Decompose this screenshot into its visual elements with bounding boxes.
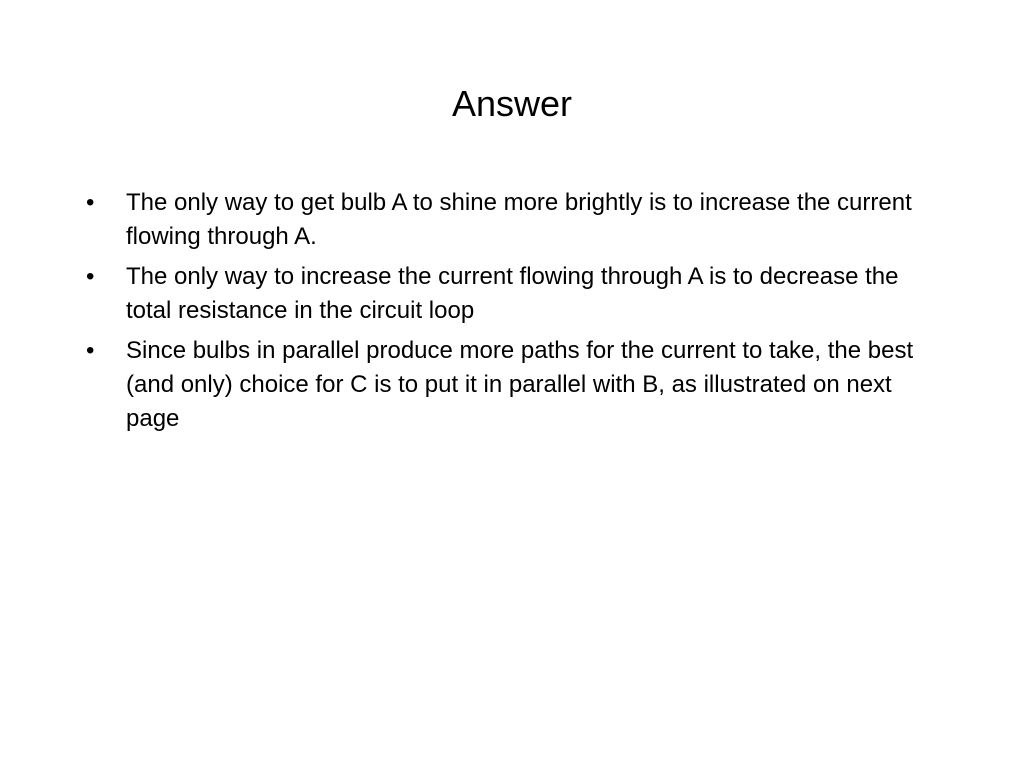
bullet-text-3: Since bulbs in parallel produce more paths for the current to take, the best (and only) choice for C is to put it in parallel with B, as illustrated on next page — [126, 337, 914, 432]
bullet-item-2 — [86, 260, 936, 328]
bullet-item-1 — [86, 186, 936, 254]
slide-title: Answer — [451, 83, 573, 124]
bullet-list — [86, 186, 936, 442]
bullet-dot-icon: • — [86, 337, 95, 364]
bullet-dot-icon: • — [86, 263, 95, 290]
bullet-text-2: The only way to increase the current flowing through A is to decrease the total resistance in the circuit loop — [126, 263, 899, 324]
bullet-text-1: The only way to get bulb A to shine more brightly is to increase the current flowing through A. — [126, 189, 912, 250]
bullet-item-3 — [86, 334, 936, 436]
bullet-dot-icon: • — [86, 189, 95, 216]
